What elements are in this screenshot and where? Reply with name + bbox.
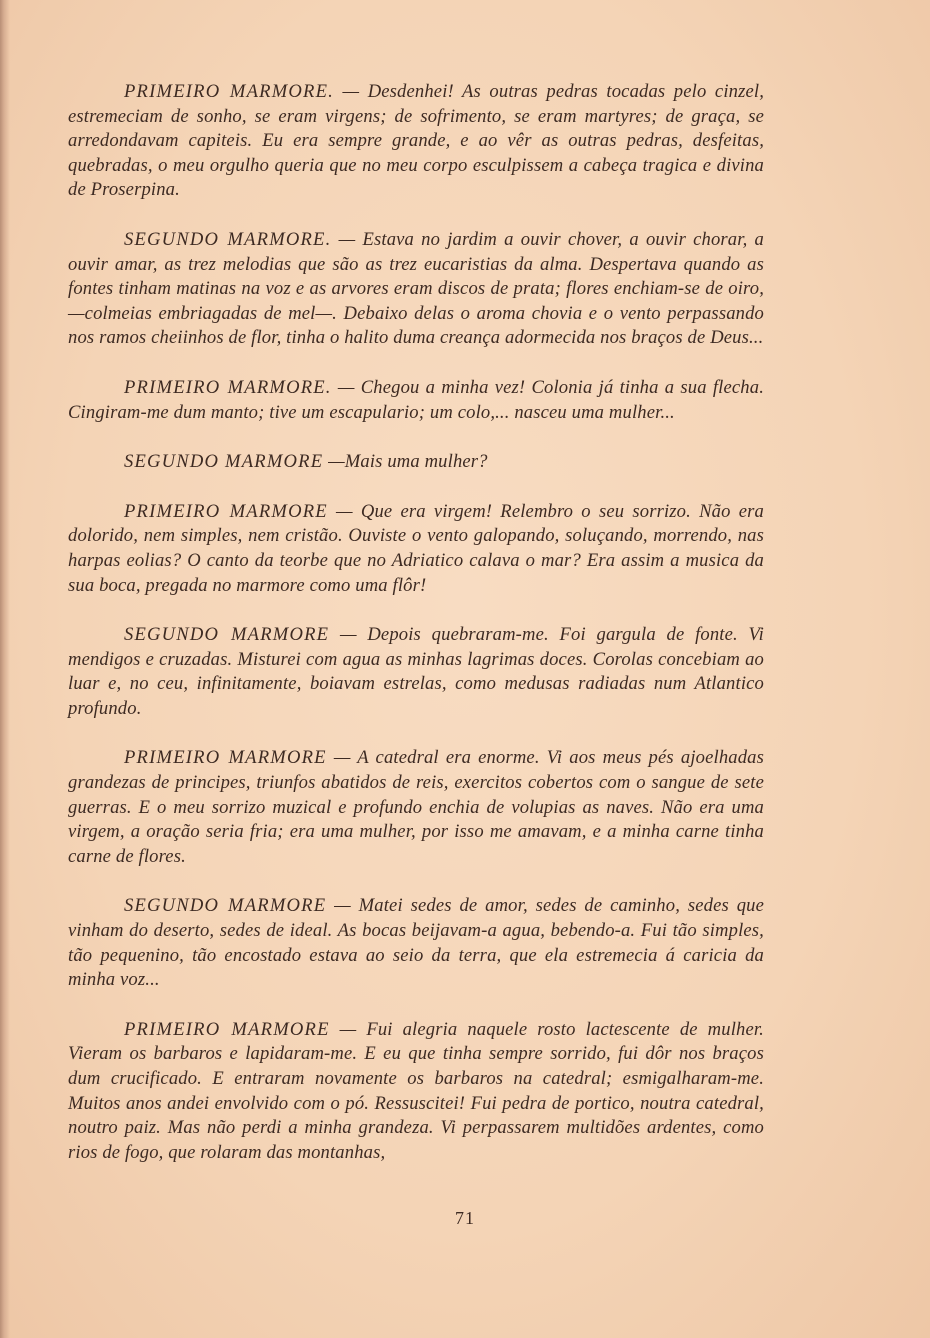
speaker-label: PRIMEIRO MARMORE. (124, 376, 332, 398)
paragraph (68, 1018, 764, 1166)
speech-text: — A catedral era enorme. Vi aos meus pés ajoelhadas grandezas de principes, triunfos abatidos de reis, exercitos cobertos com o sangue de sete guerras. E o meu sorrizo muzical e profundo enchia de volupias as naves. Não era uma virgem, a oração seria fria; era uma mulher, por isso me amavam, e a minha carne tinha carne de flores. (68, 747, 764, 867)
speaker-label: SEGUNDO MARMORE (124, 451, 324, 473)
paragraph (68, 500, 764, 598)
speech-text: — Estava no jardim a ouvir chover, a ouvir chorar, a ouvir amar, as trez melodias que são as trez eucaristias da alma. Despertava quando as fontes tinham matinas na voz e as arvores eram discos de prata; flores enchiam-se de oiro, —colmeias embriagadas de mel—. Debaixo delas o aroma chovia e o vento perpassando nos ramos cheiinhos de flor, tinha o halito duma creança adormecida nos braços de Deus... (68, 228, 764, 349)
speaker-label: SEGUNDO MARMORE (124, 624, 330, 646)
paragraph (68, 894, 764, 992)
speaker-label: PRIMEIRO MARMORE (124, 1018, 330, 1040)
speech-text: — Desdenhei! As outras pedras tocadas pelo cinzel, estremeciam de sonho, se eram virgens; de sofrimento, se eram martyres; de graça, se arredondavam capiteis. Eu era sempre grande, e ao vêr as outras pedras, desfeitas, quebradas, o meu orgulho queria que no meu corpo esculpissem a cabeça tragica e divina de Proserpina. (68, 81, 764, 201)
speaker-label: PRIMEIRO MARMORE (124, 747, 327, 769)
dialogue-text-block (68, 80, 764, 1190)
speech-text: —Mais uma mulher? (323, 451, 488, 473)
speaker-label: PRIMEIRO MARMORE. (124, 81, 334, 102)
page-binding-edge (0, 0, 10, 1338)
paragraph (68, 228, 764, 351)
paragraph (68, 450, 764, 475)
speaker-label: SEGUNDO MARMORE (124, 895, 327, 917)
speech-text: — Depois quebraram-me. Foi gargula de fonte. Vi mendigos e cruzadas. Misturei com agua as minhas lagrimas doces. Corolas concebiam ao luar e, no ceu, infinitamente, boiavam estrelas, como medusas radiadas num Atlantico profundo. (68, 624, 764, 719)
paragraph (68, 80, 764, 203)
page-number: 71 (455, 1208, 475, 1228)
speech-text: — Que era virgem! Relembro o seu sorrizo. Não era dolorido, nem simples, nem cristão. Ouviste o vento galopando, soluçando, morrendo, nas harpas eolias? O canto da teorbe que no Adriatico calava o mar? Era assim a musica da sua boca, pregada no marmore como uma flôr! (68, 500, 764, 596)
paragraph (68, 623, 764, 721)
speech-text: — Fui alegria naquele rosto lactescente de mulher. Vieram os barbaros e lapidaram-me. E eu que tinha sempre sorrido, fui dôr nos braços dum crucificado. E entraram novamente os barbaros na catedral; esmigalharam-me. Muitos anos andei envolvido com o pó. Ressuscitei! Fui pedra de portico, noutra catedral, noutro paiz. Mas não perdi a minha grandeza. Vi perpassarem multidões ardentes, como rios de fogo, que rolaram das montanhas, (68, 1018, 764, 1163)
speech-text: — Chegou a minha vez! Colonia já tinha a sua flecha. Cingiram-me dum manto; tive um escapulario; um colo,... nasceu uma mulher... (68, 376, 764, 423)
paragraph (68, 376, 764, 425)
speaker-label: SEGUNDO MARMORE. (124, 228, 332, 250)
paragraph (68, 746, 764, 869)
speaker-label: PRIMEIRO MARMORE (124, 500, 328, 522)
speech-text: — Matei sedes de amor, sedes de caminho, sedes que vinham do deserto, sedes de ideal. As bocas beijavam-a agua, bebendo-a. Fui tão simples, tão pequenino, tão encostado estava ao seio da terra, que ela estremecia á caricia da minha voz... (68, 895, 764, 991)
